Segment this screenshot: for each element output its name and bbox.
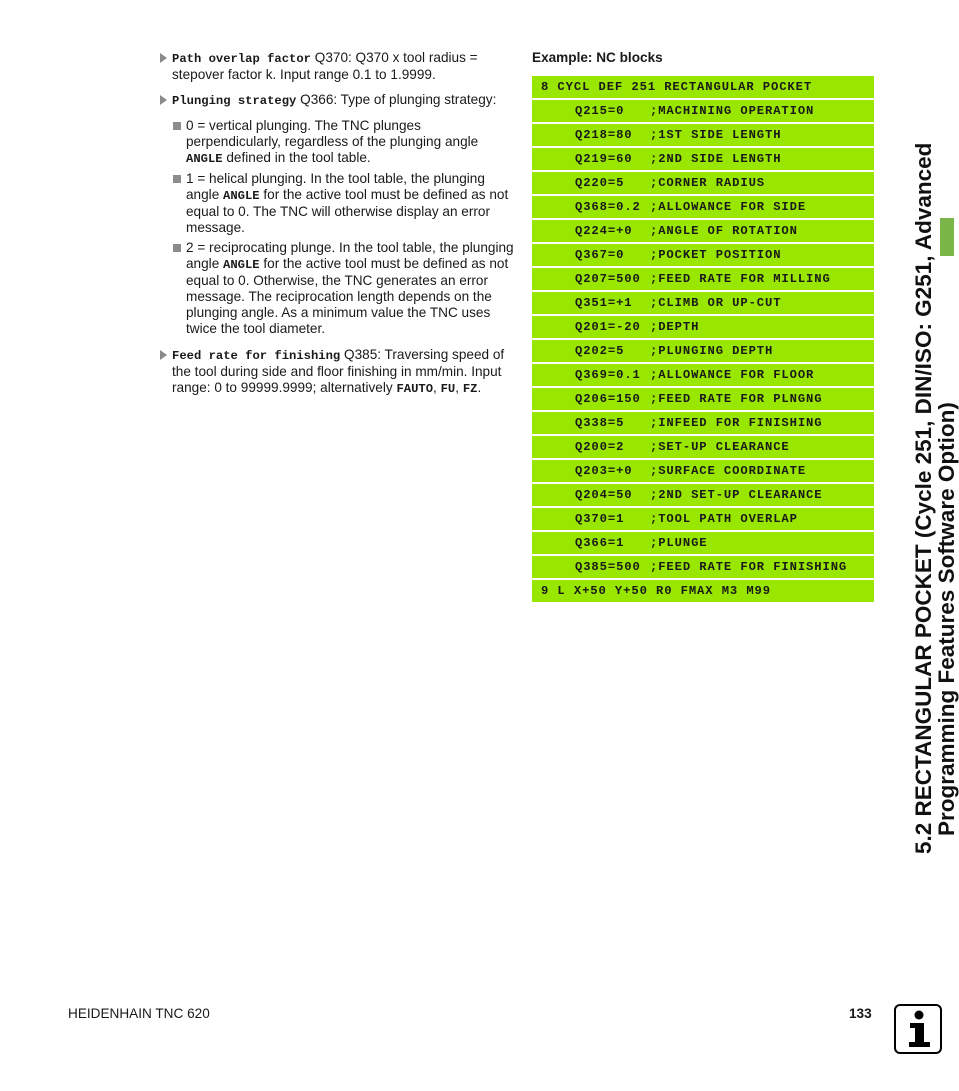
nc-row [532, 316, 874, 338]
nc-row [532, 244, 874, 266]
nc-param: Q204=50 [575, 488, 633, 502]
bullet-square-icon [173, 244, 181, 252]
nc-comment: ;2ND SIDE LENGTH [650, 152, 782, 166]
list-item: 0 = vertical plunging. The TNC plunges perpendicularly, regardless of the plunging angle ANGLE defined in the tool table. [172, 118, 514, 167]
nc-param: Q218=80 [575, 128, 633, 142]
nc-param: Q203=+0 [575, 464, 633, 478]
nc-first-line: 8 CYCL DEF 251 RECTANGULAR POCKET [532, 76, 874, 98]
page-number: 133 [849, 1006, 872, 1021]
nc-comment: ;FEED RATE FOR FINISHING [650, 560, 848, 574]
nc-comment: ;POCKET POSITION [650, 248, 782, 262]
nc-comment: ;INFEED FOR FINISHING [650, 416, 823, 430]
nc-param: Q351=+1 [575, 296, 633, 310]
bullet-square-icon [173, 175, 181, 183]
nc-last-line: 9 L X+50 Y+50 R0 FMAX M3 M99 [532, 580, 874, 602]
nc-row [532, 364, 874, 386]
nc-comment: ;MACHINING OPERATION [650, 104, 815, 118]
list-item: 1 = helical plunging. In the tool table, the plunging angle ANGLE for the active tool must be defined as not equal to 0. The TNC will otherwise display an error message. [172, 171, 514, 236]
nc-blocks [532, 76, 874, 604]
nc-param: Q369=0.1 [575, 368, 641, 382]
nc-row [532, 100, 874, 122]
nc-comment: ;SURFACE COORDINATE [650, 464, 807, 478]
nc-param: Q219=60 [575, 152, 633, 166]
nc-comment: ;CLIMB OR UP-CUT [650, 296, 782, 310]
nc-comment: ;FEED RATE FOR PLNGNG [650, 392, 823, 406]
nc-comment: ;FEED RATE FOR MILLING [650, 272, 831, 286]
nc-comment: ;PLUNGE [650, 536, 708, 550]
example-title: Example: NC blocks [532, 50, 663, 65]
nc-comment: ;TOOL PATH OVERLAP [650, 512, 798, 526]
param-text: Q370: Q370 x tool radius = stepover factor k. Input range 0.1 to 1.9999. [172, 50, 478, 82]
nc-comment: ;1ST SIDE LENGTH [650, 128, 782, 142]
list-item: 2 = reciprocating plunge. In the tool table, the plunging angle ANGLE for the active tool must be defined as not equal to 0. Otherwise, the TNC generates an error message. The reciprocation length depends on the plunging angle. As a minimum value the TNC uses twice the tool diameter. [172, 240, 514, 337]
nc-row [532, 340, 874, 362]
nc-param: Q201=-20 [575, 320, 641, 334]
chapter-heading-line1: 5.2 RECTANGULAR POCKET (Cycle 251, DIN/ISO: G251, Advanced [911, 142, 936, 854]
nc-row [532, 436, 874, 458]
nc-row [532, 484, 874, 506]
nc-param: Q224=+0 [575, 224, 633, 238]
nc-param: Q220=5 [575, 176, 625, 190]
parameter-descriptions [158, 50, 514, 406]
nc-param: Q207=500 [575, 272, 641, 286]
nc-row [532, 196, 874, 218]
nc-row [532, 124, 874, 146]
info-glyph [896, 1006, 940, 1052]
chapter-heading [912, 54, 958, 854]
nc-parameter-rows [532, 100, 874, 578]
nc-param: Q385=500 [575, 560, 641, 574]
param-key: Plunging strategy [172, 94, 297, 108]
nc-row [532, 508, 874, 530]
nc-param: Q202=5 [575, 344, 625, 358]
nc-comment: ;PLUNGING DEPTH [650, 344, 774, 358]
info-icon [894, 1004, 942, 1054]
nc-row [532, 172, 874, 194]
nc-row [532, 292, 874, 314]
bullet-triangle-icon [160, 53, 167, 63]
nc-comment: ;ALLOWANCE FOR FLOOR [650, 368, 815, 382]
bullet-triangle-icon [160, 95, 167, 105]
footer-product: HEIDENHAIN TNC 620 [68, 1006, 210, 1021]
nc-param: Q200=2 [575, 440, 625, 454]
nc-param: Q215=0 [575, 104, 625, 118]
nc-row [532, 532, 874, 554]
param-key: Feed rate for finishing [172, 349, 341, 363]
nc-comment: ;ALLOWANCE FOR SIDE [650, 200, 807, 214]
nc-row [532, 460, 874, 482]
nc-param: Q206=150 [575, 392, 641, 406]
param-path-overlap-factor [158, 50, 514, 83]
nc-comment: ;SET-UP CLEARANCE [650, 440, 790, 454]
nc-row [532, 556, 874, 578]
param-feed-rate-for-finishing: Feed rate for finishing Q385: Traversing speed of the tool during side and floor finishing in mm/min. Input range: 0 to 99999.9999; alternatively FAUTO, FU, FZ. [158, 347, 514, 397]
nc-row [532, 388, 874, 410]
bullet-triangle-icon [160, 350, 167, 360]
nc-row [532, 268, 874, 290]
nc-row [532, 148, 874, 170]
bullet-square-icon [173, 122, 181, 130]
nc-row [532, 220, 874, 242]
nc-comment: ;ANGLE OF ROTATION [650, 224, 798, 238]
nc-param: Q366=1 [575, 536, 625, 550]
param-text: Q366: Type of plunging strategy: [296, 92, 497, 107]
nc-param: Q370=1 [575, 512, 625, 526]
nc-comment: ;2ND SET-UP CLEARANCE [650, 488, 823, 502]
param-key: Path overlap factor [172, 52, 311, 66]
nc-comment: ;DEPTH [650, 320, 700, 334]
param-text: Q385: Traversing speed of the tool during side and floor finishing in mm/min. Input range: 0 to 99999.9999; alternatively [172, 347, 505, 395]
plunge-options-list [172, 118, 514, 337]
nc-comment: ;CORNER RADIUS [650, 176, 765, 190]
param-plunging-strategy [158, 92, 514, 109]
nc-param: Q367=0 [575, 248, 625, 262]
nc-param: Q338=5 [575, 416, 625, 430]
chapter-heading-line2: Programming Features Software Option) [934, 402, 959, 836]
nc-row [532, 412, 874, 434]
nc-param: Q368=0.2 [575, 200, 641, 214]
